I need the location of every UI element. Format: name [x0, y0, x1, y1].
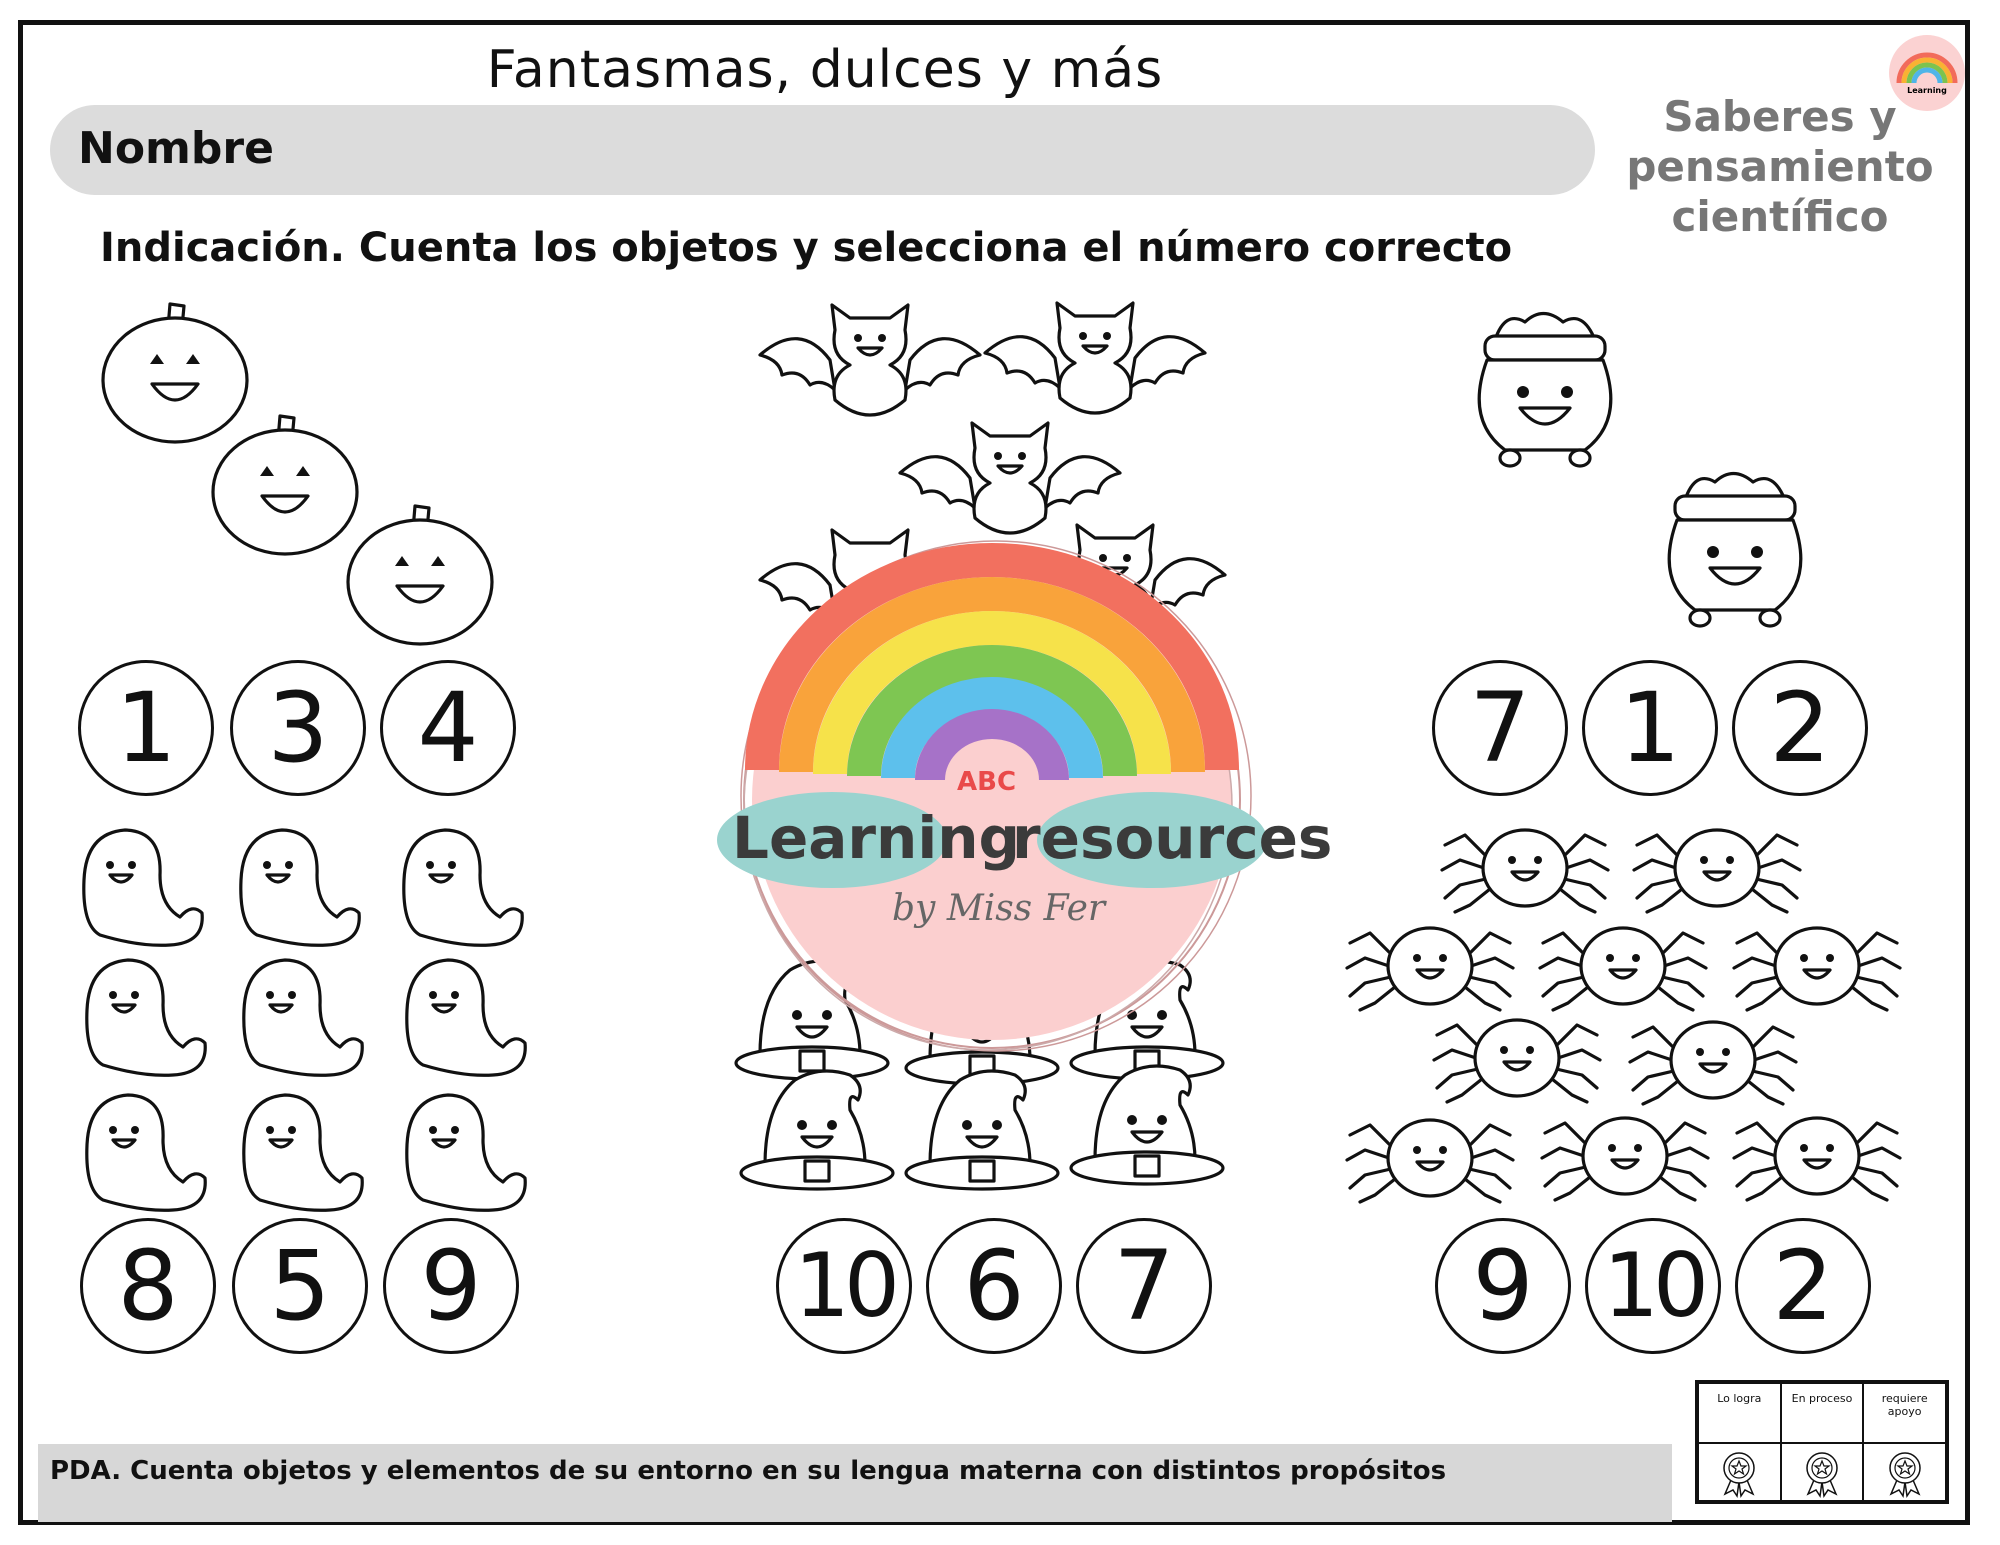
spider-icon [1732, 1108, 1902, 1203]
award-badge-icon [1802, 1450, 1842, 1496]
watermark-learning: Learning [732, 804, 1021, 872]
logo-small-text: Learning [1907, 86, 1947, 95]
ghost-icon [80, 825, 210, 950]
pumpkin-icon [345, 500, 495, 650]
rubric-cell-needs-support[interactable] [1863, 1443, 1946, 1501]
spider-icon [1628, 1012, 1798, 1107]
option-circle[interactable]: 1 [78, 660, 214, 796]
rubric-header-in-progress: En proceso [1781, 1383, 1864, 1443]
rubric-cell-achieved[interactable] [1698, 1443, 1781, 1501]
option-circle[interactable]: 2 [1735, 1218, 1871, 1354]
option-circle[interactable]: 9 [383, 1218, 519, 1354]
ghost-icon [403, 955, 533, 1080]
bat-icon [760, 300, 980, 425]
spider-icon [1732, 918, 1902, 1013]
bat-icon [985, 298, 1205, 423]
subject-line-3: científico [1671, 192, 1889, 241]
ghost-icon [403, 1090, 533, 1215]
rubric-header-achieved: Lo logra [1698, 1383, 1781, 1443]
rubric-header-needs-support: requiere apoyo [1863, 1383, 1946, 1443]
watermark-byline: by Miss Fer [892, 888, 1106, 929]
instruction-text: Indicación. Cuenta los objetos y selecciona el número correcto [100, 225, 1513, 271]
award-badge-icon [1719, 1450, 1759, 1496]
option-circle[interactable]: 3 [230, 660, 366, 796]
option-circle[interactable]: 1 [1582, 660, 1718, 796]
name-field[interactable] [50, 105, 1595, 195]
watermark-abc: ABC [957, 767, 1017, 797]
pda-text: PDA. Cuenta objetos y elementos de su entorno en su lengua materna con distintos propósitos [50, 1456, 1447, 1486]
ghost-icon [83, 1090, 213, 1215]
option-circle[interactable]: 6 [926, 1218, 1062, 1354]
witch-hat-icon [1070, 1060, 1225, 1195]
option-circle[interactable]: 5 [232, 1218, 368, 1354]
option-circle[interactable]: 8 [80, 1218, 216, 1354]
page-title: Fantasmas, dulces y más [486, 40, 1164, 100]
ghost-icon [83, 955, 213, 1080]
brand-logo-small [1887, 33, 1967, 113]
option-circle[interactable]: 9 [1435, 1218, 1571, 1354]
option-circle[interactable]: 2 [1732, 660, 1868, 796]
ghost-icon [237, 825, 367, 950]
cauldron-icon [1655, 460, 1815, 635]
watermark-resources: resources [1012, 804, 1333, 872]
ghost-icon [240, 955, 370, 1080]
subject-line-1: Saberes y [1663, 92, 1897, 141]
option-circle[interactable]: 10 [776, 1218, 912, 1354]
assessment-rubric [1695, 1380, 1949, 1504]
spider-icon [1632, 820, 1802, 915]
pda-banner [38, 1444, 1672, 1522]
option-circle[interactable]: 4 [380, 660, 516, 796]
witch-hat-icon [905, 1065, 1060, 1200]
name-label: Nombre [78, 123, 274, 174]
option-circle[interactable]: 10 [1585, 1218, 1721, 1354]
option-circle[interactable]: 7 [1432, 660, 1568, 796]
rubric-cell-in-progress[interactable] [1781, 1443, 1864, 1501]
spider-icon [1345, 1110, 1515, 1205]
spider-icon [1440, 820, 1610, 915]
subject-label [1620, 92, 1940, 242]
subject-line-2: pensamiento [1626, 142, 1934, 191]
spider-icon [1345, 918, 1515, 1013]
cauldron-icon [1465, 300, 1625, 475]
spider-icon [1432, 1010, 1602, 1105]
ghost-icon [400, 825, 530, 950]
ghost-icon [240, 1090, 370, 1215]
pumpkin-icon [210, 410, 360, 560]
option-circle[interactable]: 7 [1076, 1218, 1212, 1354]
spider-icon [1538, 918, 1708, 1013]
spider-icon [1540, 1108, 1710, 1203]
witch-hat-icon [740, 1065, 895, 1200]
watermark-logo [712, 540, 1333, 1060]
award-badge-icon [1885, 1450, 1925, 1496]
